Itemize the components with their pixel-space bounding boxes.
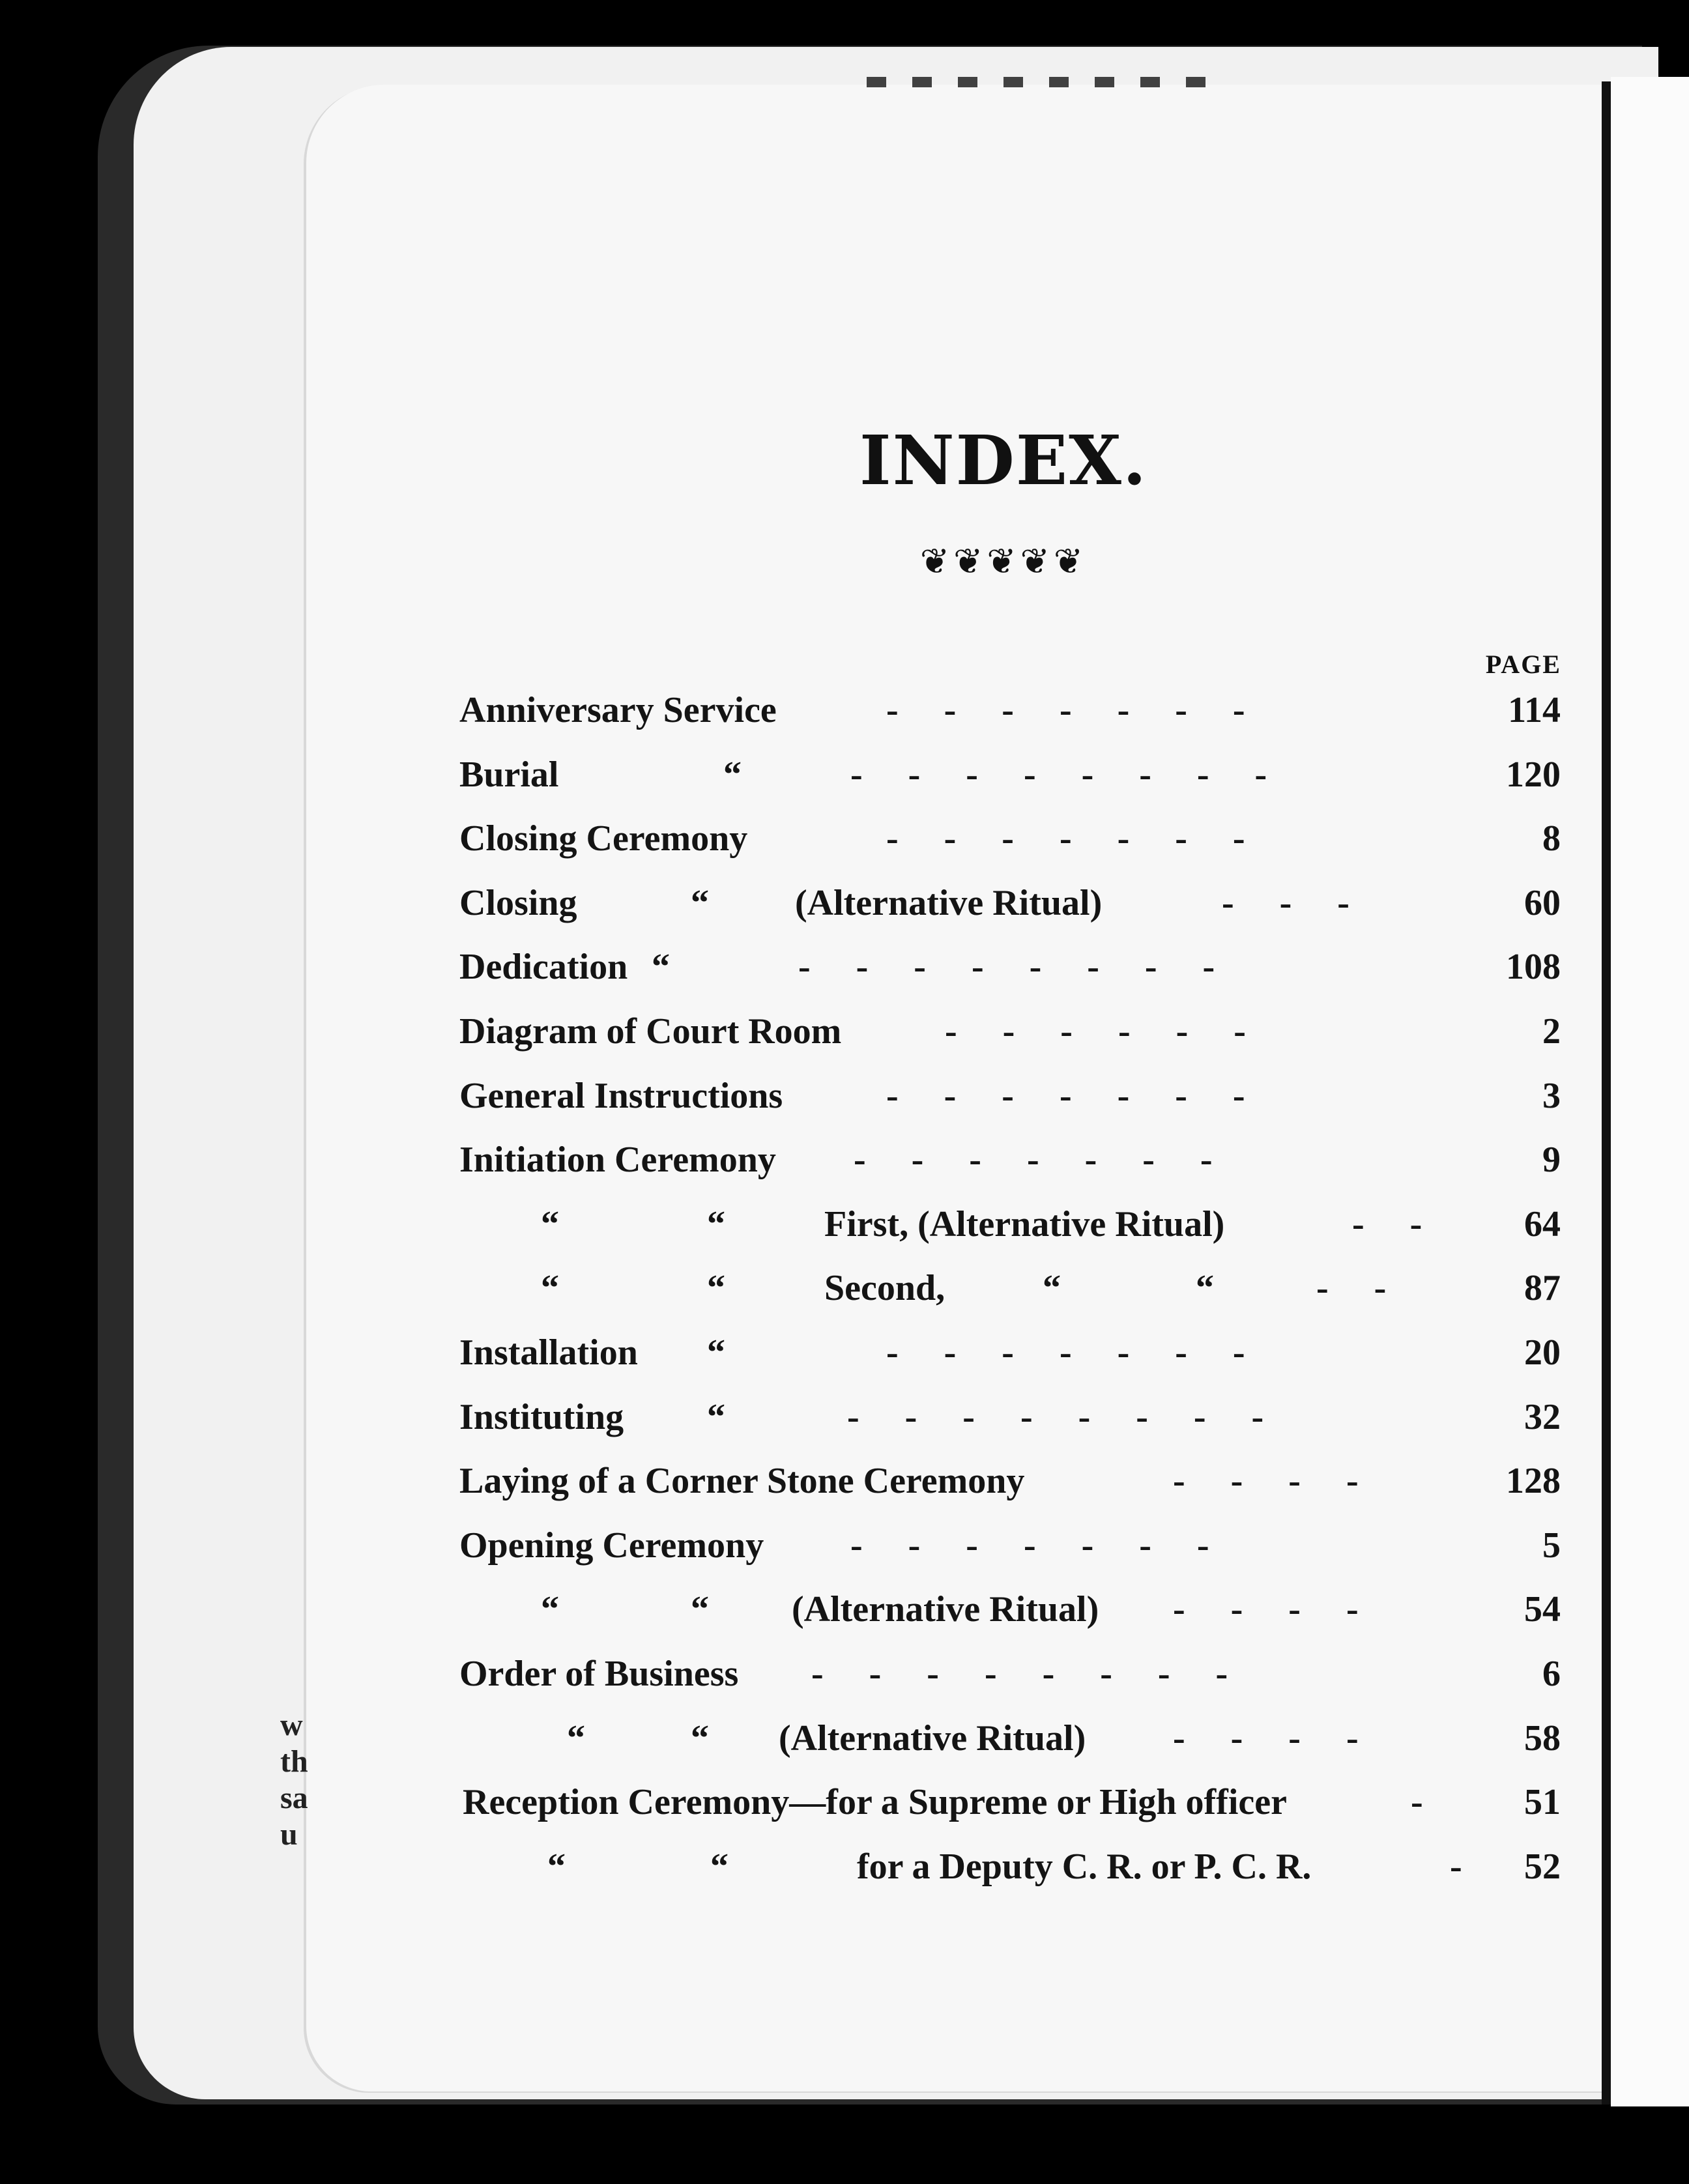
index-entry-row: [0, 1012, 1689, 1051]
index-entry-row: [0, 1590, 1689, 1629]
index-entry-row: [0, 1398, 1689, 1437]
index-entry-row: [0, 1719, 1689, 1758]
entry-text: Closing Ceremony: [459, 818, 748, 859]
index-entry-row: [0, 1076, 1689, 1115]
page-number: 128: [1506, 1461, 1561, 1502]
page-number: 2: [1542, 1011, 1561, 1052]
dash-leader: - - - - - -: [945, 1011, 1246, 1052]
dash-leader: - - - - - - - -: [847, 1396, 1264, 1437]
dash-leader: - - - - - - -: [886, 690, 1245, 730]
entry-text: “: [567, 1717, 585, 1759]
entry-text: “: [541, 1268, 559, 1309]
margin-fragment: th: [280, 1744, 308, 1779]
entry-text: Opening Ceremony: [459, 1525, 764, 1566]
index-entry-row: [0, 1526, 1689, 1565]
dash-leader: - - - -: [1173, 1717, 1359, 1759]
index-entry-row: [0, 1654, 1689, 1693]
page-number: 32: [1524, 1396, 1561, 1437]
entry-text: Closing: [459, 882, 577, 923]
entry-text: “: [1043, 1268, 1061, 1309]
entry-text: “: [723, 754, 742, 795]
margin-fragment: sa: [280, 1781, 308, 1815]
page-column-header: PAGE: [1485, 650, 1561, 679]
index-entry-row: [0, 1140, 1689, 1179]
entry-text: “: [691, 882, 709, 923]
dash-leader: - - -: [1222, 882, 1350, 923]
index-entry-row: [0, 1847, 1689, 1886]
entry-text: for a Deputy C. R. or P. C. R.: [857, 1846, 1312, 1887]
dash-leader: - - - - - - -: [886, 818, 1245, 859]
entry-text: Dedication: [459, 947, 628, 988]
entry-text: “: [707, 1203, 725, 1244]
ornament-divider: ❦❦❦❦❦: [919, 542, 1088, 581]
header-smudge: [867, 77, 1232, 87]
page-number: 3: [1542, 1075, 1561, 1116]
entry-text: “: [691, 1589, 709, 1630]
entry-text: “: [1196, 1268, 1214, 1309]
page-number: 114: [1508, 690, 1561, 730]
index-entry-row: [0, 1269, 1689, 1308]
entry-text: Anniversary Service: [459, 690, 777, 730]
dash-leader: - - - - - - -: [886, 1332, 1245, 1373]
dash-leader: - - - - - - - -: [850, 754, 1267, 795]
page-number: 51: [1524, 1782, 1561, 1823]
index-entry-row: [0, 755, 1689, 794]
entry-text: General Instructions: [459, 1075, 783, 1116]
entry-text: “: [707, 1396, 725, 1437]
entry-text: “: [541, 1203, 559, 1244]
page-number: 52: [1524, 1846, 1561, 1887]
entry-text: Order of Business: [459, 1654, 739, 1694]
entry-text: Burial: [459, 754, 559, 795]
page-number: 9: [1542, 1140, 1561, 1181]
entry-text: (Alternative Ritual): [779, 1717, 1086, 1759]
index-entry-row: [0, 1461, 1689, 1501]
entry-text: Laying of a Corner Stone Ceremony: [459, 1461, 1025, 1502]
dash-leader: - - - - - - -: [850, 1525, 1209, 1566]
page-number: 120: [1506, 754, 1561, 795]
index-entry-row: [0, 691, 1689, 730]
page-title: INDEX.: [859, 420, 1148, 500]
index-entry-row: [0, 947, 1689, 986]
page-number: 64: [1524, 1203, 1561, 1244]
dash-leader: - - - -: [1173, 1461, 1359, 1502]
dash-leader: -: [1450, 1846, 1462, 1887]
entry-text: “: [652, 947, 670, 988]
page-number: 20: [1524, 1332, 1561, 1373]
entry-text: Diagram of Court Room: [459, 1011, 842, 1052]
page-number: 87: [1524, 1268, 1561, 1309]
entry-text: Reception Ceremony—for a Supreme or High officer: [463, 1782, 1287, 1823]
index-entry-row: [0, 819, 1689, 858]
entry-text: “: [691, 1717, 709, 1759]
dash-leader: - - - -: [1173, 1589, 1359, 1630]
margin-fragment: u: [280, 1817, 298, 1852]
page-number: 5: [1542, 1525, 1561, 1566]
page-number: 58: [1524, 1717, 1561, 1759]
entry-text: Installation: [459, 1332, 638, 1373]
entry-text: Second,: [824, 1268, 946, 1309]
page-number: 108: [1506, 947, 1561, 988]
entry-text: “: [707, 1332, 725, 1373]
margin-fragment: w: [280, 1708, 303, 1742]
entry-text: First, (Alternative Ritual): [824, 1203, 1225, 1244]
dash-leader: - - - - - - -: [854, 1140, 1213, 1181]
page-number: 54: [1524, 1589, 1561, 1630]
page-number: 8: [1542, 818, 1561, 859]
index-entry-row: [0, 1783, 1689, 1822]
index-entry-row: [0, 884, 1689, 923]
entry-text: “: [541, 1589, 559, 1630]
dash-leader: - -: [1352, 1203, 1422, 1244]
page-number: 6: [1542, 1654, 1561, 1694]
entry-text: (Alternative Ritual): [792, 1589, 1099, 1630]
dash-leader: -: [1411, 1782, 1423, 1823]
dash-leader: - - - - - - - -: [798, 947, 1215, 988]
entry-text: Initiation Ceremony: [459, 1140, 776, 1181]
dash-leader: - - - - - - -: [886, 1075, 1245, 1116]
entry-text: “: [707, 1268, 725, 1309]
page-number: 60: [1524, 882, 1561, 923]
entry-text: “: [710, 1846, 729, 1887]
index-entry-row: [0, 1205, 1689, 1244]
dash-leader: - - - - - - - -: [811, 1654, 1228, 1694]
index-entry-row: [0, 1333, 1689, 1372]
entry-text: (Alternative Ritual): [795, 882, 1103, 923]
entry-text: “: [547, 1846, 566, 1887]
dash-leader: - -: [1316, 1268, 1387, 1309]
entry-text: Instituting: [459, 1396, 624, 1437]
